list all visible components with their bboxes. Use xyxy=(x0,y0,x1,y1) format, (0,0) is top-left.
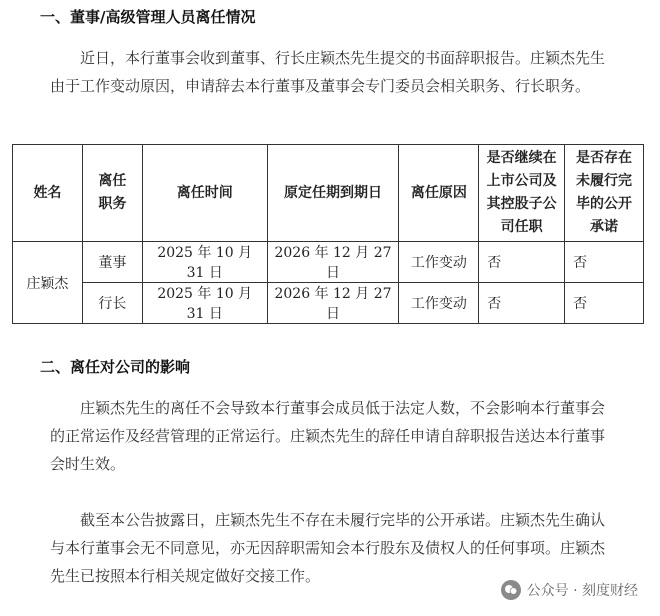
paragraph-text: 庄颖杰先生的离任不会导致本行董事会成员低于法定人数，不会影响本行董事会的正常运作及经营管理的正常运行。庄颖杰先生的辞任申请自辞职报告送达本行董事会时生效。 xyxy=(50,399,606,473)
table-row xyxy=(13,242,644,283)
cell-position: 董事 xyxy=(82,242,142,283)
cell-continue: 否 xyxy=(479,242,565,283)
cell-date: 2025 年 10 月 31 日 xyxy=(142,283,267,324)
section-1-paragraph xyxy=(50,44,608,100)
cell-reason: 工作变动 xyxy=(399,283,479,324)
cell-reason: 工作变动 xyxy=(399,242,479,283)
wechat-official-account-icon xyxy=(501,580,521,600)
header-reason: 离任原因 xyxy=(399,145,479,242)
cell-term-end: 2026 年 12 月 27 日 xyxy=(267,283,399,324)
cell-commitment: 否 xyxy=(565,283,644,324)
cell-term-end: 2026 年 12 月 27 日 xyxy=(267,242,399,283)
section-2-heading: 二、离任对公司的影响 xyxy=(40,358,191,376)
header-commitment: 是否存在未履行完毕的公开承诺 xyxy=(565,145,644,242)
watermark-text: 公众号 · 刻度财经 xyxy=(526,583,638,599)
header-name: 姓名 xyxy=(13,145,83,242)
cell-date: 2025 年 10 月 31 日 xyxy=(142,242,267,283)
section-1-heading: 一、董事/高级管理人员离任情况 xyxy=(40,8,256,26)
table-row xyxy=(13,283,644,324)
table-header-row xyxy=(13,145,644,242)
cell-continue: 否 xyxy=(479,283,565,324)
paragraph-text: 近日，本行董事会收到董事、行长庄颖杰先生提交的书面辞职报告。庄颖杰先生由于工作变动原因，申请辞去本行董事及董事会专门委员会相关职务、行长职务。 xyxy=(50,49,606,95)
paragraph-text: 截至本公告披露日，庄颖杰先生不存在未履行完毕的公开承诺。庄颖杰先生确认与本行董事会无不同意见，亦无因辞职需知会本行股东及债权人的任何事项。庄颖杰先生已按照本行相关规定做好交接工作。 xyxy=(50,511,606,585)
header-date: 离任时间 xyxy=(142,145,267,242)
watermark xyxy=(501,580,638,600)
header-term-end: 原定任期到期日 xyxy=(267,145,399,242)
header-continue: 是否继续在上市公司及其控股子公司任职 xyxy=(479,145,565,242)
cell-commitment: 否 xyxy=(565,242,644,283)
section-2-paragraph-2 xyxy=(50,506,608,590)
cell-position: 行长 xyxy=(82,283,142,324)
resignation-table xyxy=(12,144,644,324)
cell-name: 庄颖杰 xyxy=(13,242,83,324)
header-position: 离任职务 xyxy=(82,145,142,242)
section-2-paragraph-1 xyxy=(50,394,608,478)
